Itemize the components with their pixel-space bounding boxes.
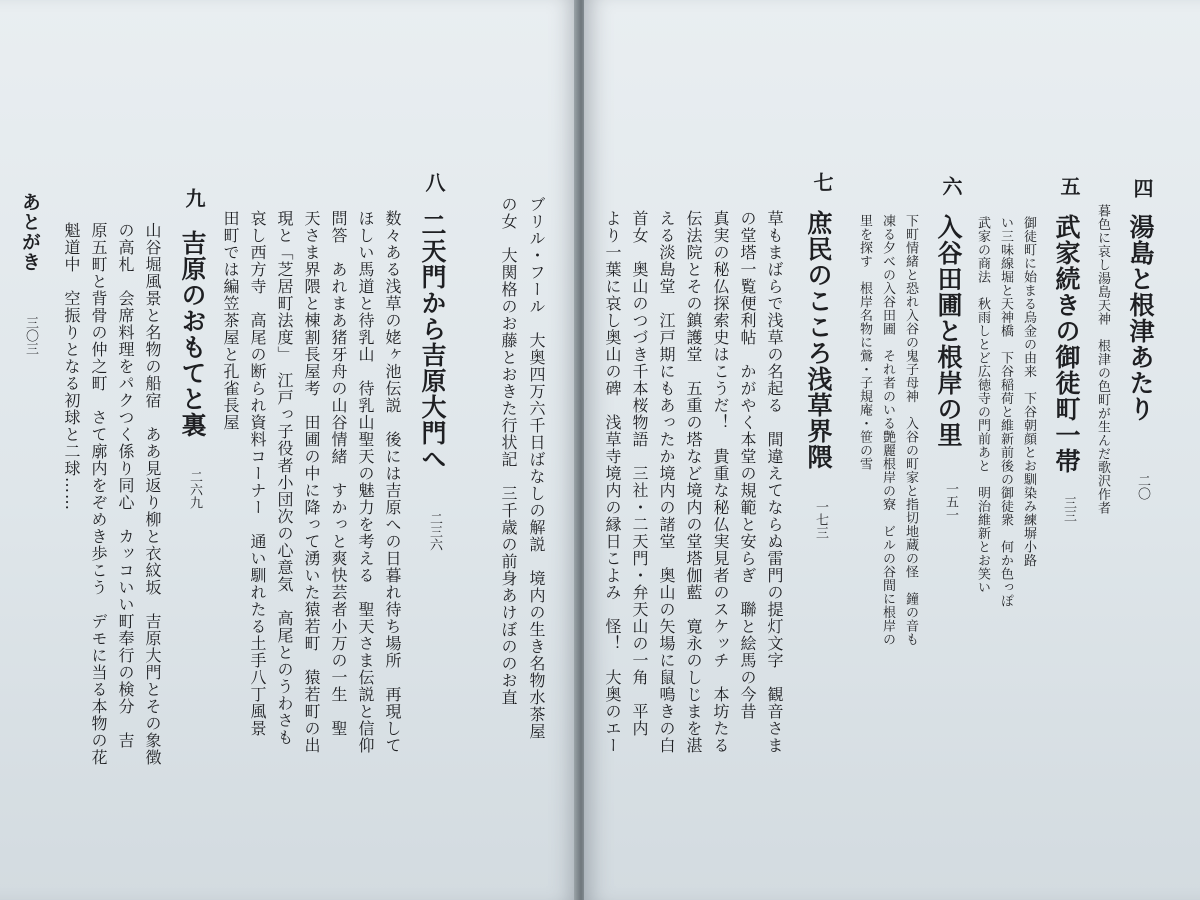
toc-desc-line: い三味線堀と天神橋 下谷稲荷と維新前後の御徒衆 何か色っぽ (998, 216, 1013, 608)
toc-desc-line: 魁道中 空振りとなる初球と二球…… (62, 222, 81, 511)
page-number: 一七三 (813, 500, 828, 539)
toc-desc-line: の高札 会席料理をパクつく係り同心 カッコいい町奉行の検分 吉 (116, 222, 135, 749)
toc-desc-line: 草もまばらで浅草の名起る 間違えてならぬ雷門の提灯文字 観音さま (765, 210, 784, 754)
chapter-title: 二天門から吉原大門へ (418, 212, 447, 472)
toc-desc-line: 暮色に哀し湯島天神 根津の色町が生んだ歌沢作者 (1095, 204, 1110, 515)
page-number: 二六九 (187, 470, 202, 509)
chapter-title: 入谷田圃と根岸の里 (934, 214, 963, 448)
toc-desc-line: の女 大関格のお藤とおきた行状記 三千歳の前身あけぼののお直 (499, 196, 518, 706)
toc-desc-line: える淡島堂 江戸期にもあったか境内の諸堂 奥山の矢場に鼠鳴きの白 (657, 210, 676, 754)
chapter-number: 九 (182, 188, 206, 208)
chapter-title: 武家続きの御徒町一帯 (1052, 214, 1081, 474)
chapter-title: 湯島と根津あたり (1126, 214, 1155, 422)
toc-desc-line: 天さま界隈と棟割長屋考 田圃の中に降って湧いた猿若町 猿若町の出 (302, 210, 321, 754)
chapter-number: 七 (810, 172, 834, 192)
toc-desc-line: 山谷堀風景と名物の船宿 ああ見返り柳と衣紋坂 吉原大門とその象徴 (143, 222, 162, 766)
toc-desc-line: 里を探す 根岸名物に鶯・子規庵・笹の雪 (857, 214, 872, 471)
chapter-title: 吉原のおもてと裏 (178, 230, 207, 438)
toc-desc-line: 首女 奥山のつづき千本桜物語 三社・二天門・弁天山の一角 平内 (630, 210, 649, 737)
chapter-number: 五 (1057, 176, 1081, 196)
toc-desc-line: 真実の秘仏探索史はこうだ！ 貴重な秘仏実見者のスケッチ 本坊たる (711, 210, 730, 754)
toc-desc-line: ブリル・フール 大奥四万六千日ばなしの解説 境内の生き名物水茶屋 (527, 196, 546, 740)
toc-desc-line: 原五町と背骨の仲之町 さて廓内をぞめき歩こう デモに当る本物の花 (89, 222, 108, 766)
toc-desc-line: 田町では編笠茶屋と孔雀長屋 (221, 210, 240, 431)
chapter-number: 八 (422, 172, 446, 192)
toc-desc-line: 哀し西方寺 高尾の断られ資料コーナー 通い馴れたる土手八丁風景 (248, 210, 267, 737)
toc-desc-line: 現と「芝居町法度」 江戸っ子役者小団次の心意気 高尾とのうわさも (275, 210, 294, 746)
toc-desc-line: 下町情緒と恐れ入谷の鬼子母神 入谷の町家と指切地蔵の怪 鐘の音も (903, 214, 918, 646)
page-number: 三〇三 (23, 316, 38, 355)
chapter-number: 六 (939, 176, 963, 196)
page-number: 一五一 (943, 482, 958, 521)
toc-desc-line: 問答 あれまあ猪牙舟の山谷情緒 すかっと爽快芸者小万の一生 聖 (329, 210, 348, 737)
chapter-number: 四 (1130, 178, 1154, 198)
chapter-title: 庶民のこころ浅草界隈 (804, 210, 833, 470)
afterword-title: あとがき (19, 192, 41, 272)
page-number: 二〇 (1135, 474, 1150, 500)
toc-desc-line: ほしい馬道と待乳山 待乳山聖天の魅力を考える 聖天さま伝説と信仰 (356, 210, 375, 754)
toc-desc-line: 数々ある浅草の姥ヶ池伝説 後には吉原への日暮れ待ち場所 再現して (383, 210, 402, 754)
page-number: 三三 (1061, 496, 1076, 522)
toc-desc-line: 御徒町に始まる烏金の由来 下谷朝顔とお馴染み練塀小路 (1021, 216, 1036, 567)
toc-desc-line: の堂塔一覧便利帖 かがやく本堂の規範と安らぎ 聯と絵馬の今昔 (738, 210, 757, 720)
toc-desc-line: 伝法院とその鎮護堂 五重の塔など境内の堂塔伽藍 寛永のしじまを湛 (684, 210, 703, 754)
right-page (584, 0, 1200, 900)
left-page (0, 0, 578, 900)
toc-desc-line: 凍る夕べの入谷田圃 それ者のいる艶麗根岸の寮 ビルの谷間に根岸の (880, 214, 895, 646)
page-number: 二三六 (427, 512, 442, 551)
toc-desc-line: 武家の商法 秋雨しとど広徳寺の門前あと 明治維新とお笑い (975, 216, 990, 594)
toc-desc-line: より一葉に哀し奥山の碑 浅草寺境内の縁日こよみ 怪！ 大奥のエー (603, 210, 622, 754)
